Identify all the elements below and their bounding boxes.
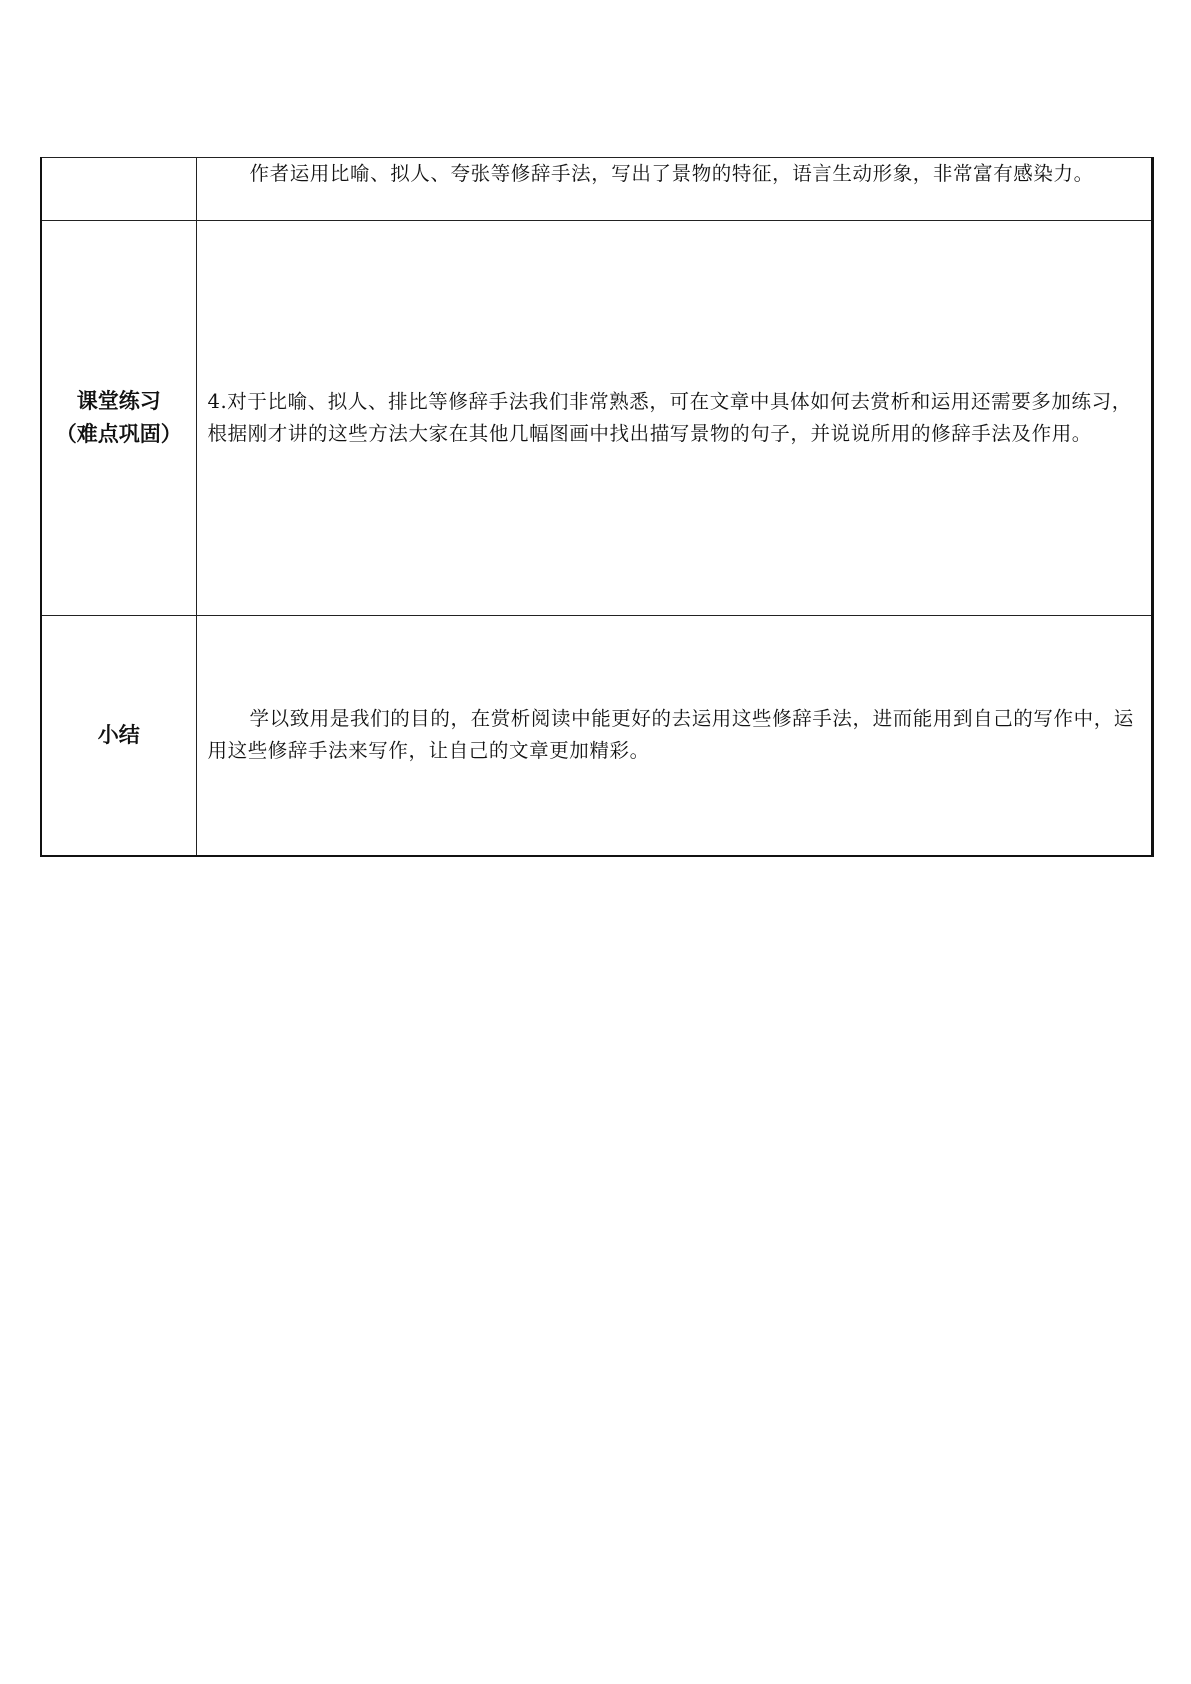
content-text: 学以致用是我们的目的，在赏析阅读中能更好的去运用这些修辞手法，进而能用到自己的写作中，运用这些修辞手法来写作，让自己的文章更加精彩。 [207,707,1134,763]
row-label-summary [41,616,196,856]
content-text: 作者运用比喻、拟人、夸张等修辞手法，写出了景物的特征，语言生动形象，非常富有感染力。 [249,162,1094,185]
row-content-summary [196,616,1153,856]
table-row-summary [41,616,1153,856]
lesson-plan-table [40,157,1154,857]
table-row-continuation [41,158,1153,221]
row-content-rhetoric-summary [196,158,1153,221]
table-row-classroom-practice [41,221,1153,616]
content-text: 4.对于比喻、拟人、排比等修辞手法我们非常熟悉，可在文章中具体如何去赏析和运用还需要多加练习，根据刚才讲的这些方法大家在其他几幅图画中找出描写景物的句子，并说说所用的修辞手法及作用。 [207,390,1132,445]
row-label-empty [41,158,196,221]
row-label-classroom-practice [41,221,196,616]
row-content-practice [196,221,1153,616]
row-label-main: 课堂练习 [76,389,161,413]
row-label: 小结 [97,722,140,747]
row-label-sub: （难点巩固） [55,422,182,446]
